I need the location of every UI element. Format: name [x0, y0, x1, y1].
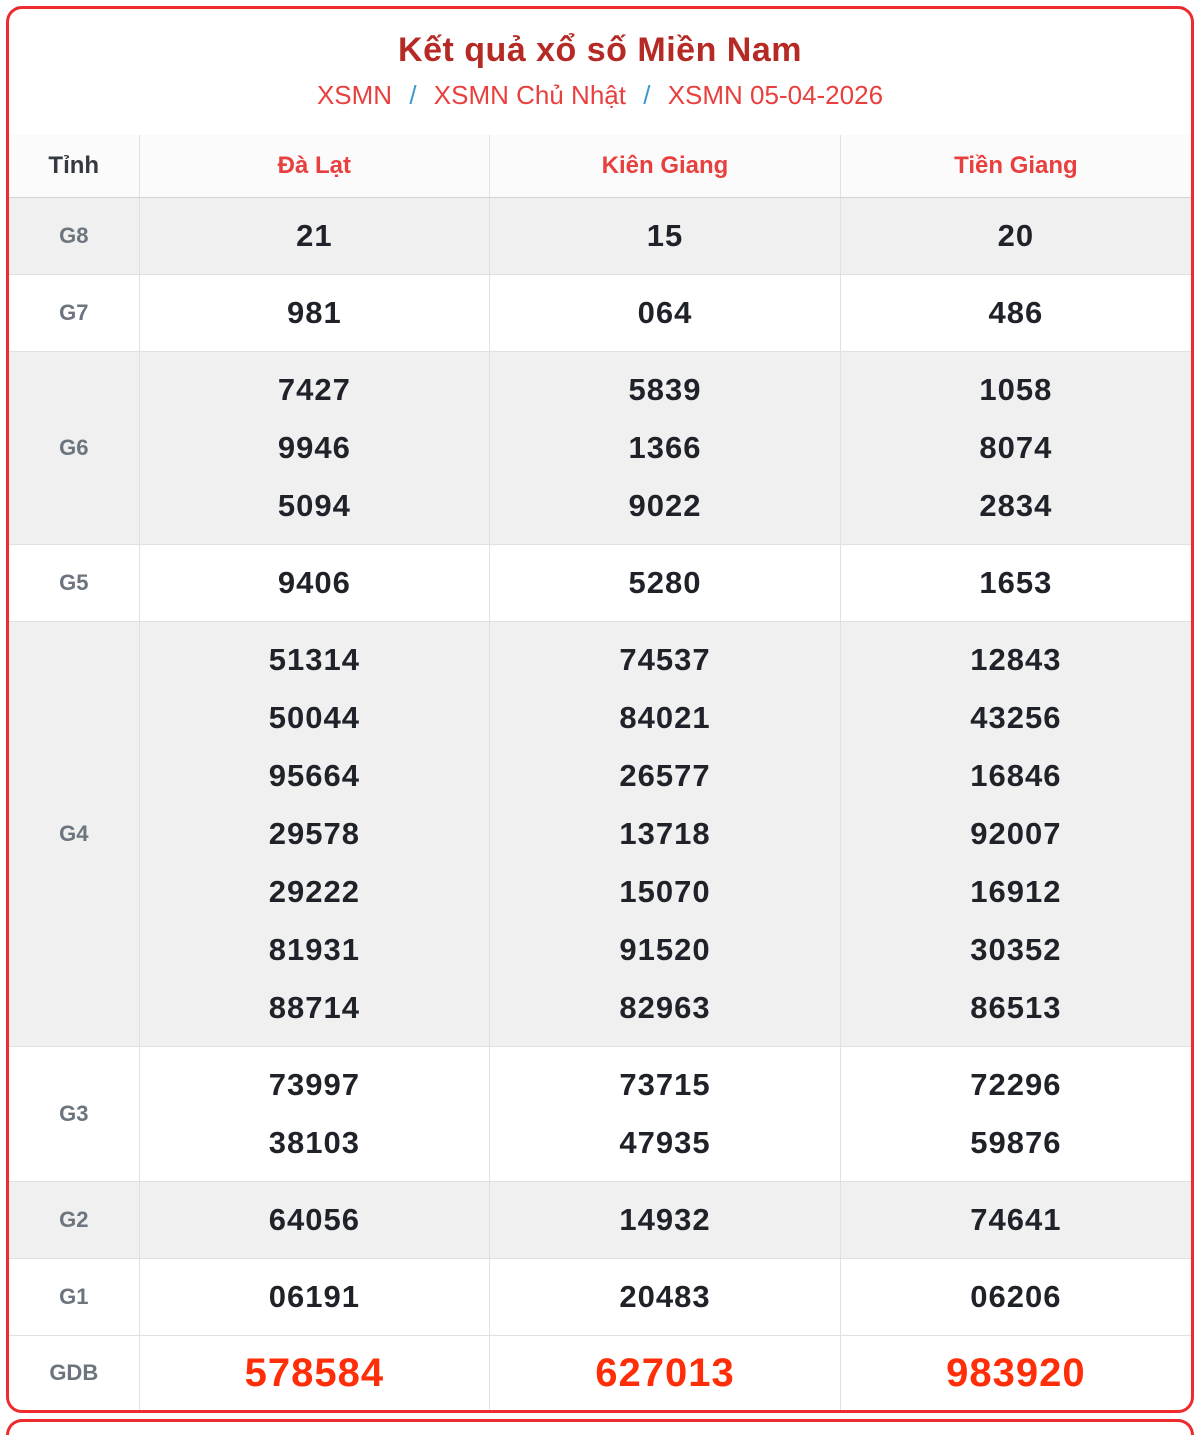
column-header-province-3: Tiền Giang: [840, 135, 1191, 198]
result-number: 9406: [277, 565, 351, 600]
prize-row-g8: [9, 198, 1191, 275]
prize-row-g3: [9, 1047, 1191, 1182]
result-number: 06191: [268, 1279, 360, 1314]
result-number: 064: [637, 295, 693, 330]
prize-row-g2: [9, 1182, 1191, 1259]
results-table: [9, 135, 1191, 1410]
result-number: 981: [286, 295, 342, 330]
prize-label-g7: G7: [59, 300, 89, 325]
result-number: 20483: [619, 1279, 711, 1314]
result-number: 74641: [970, 1202, 1062, 1237]
result-number: 627013: [595, 1351, 735, 1395]
result-cell-g5-col3: [840, 545, 1191, 622]
result-number: 9946: [277, 430, 351, 465]
result-number: 30352: [970, 932, 1062, 967]
breadcrumb-link-xsmn[interactable]: XSMN: [316, 80, 393, 110]
result-number: 1058: [979, 372, 1053, 407]
result-number: 5839: [628, 372, 702, 407]
result-number: 64056: [268, 1202, 360, 1237]
column-header-province-1: Đà Lạt: [139, 135, 490, 198]
result-cell-g1-col1: [139, 1259, 490, 1336]
result-cell-gdb-col2: [490, 1336, 841, 1411]
result-cell-g1-col3: [840, 1259, 1191, 1336]
result-number: 15: [646, 218, 684, 253]
result-number: 13718: [619, 816, 711, 851]
prize-row-gdb: [9, 1336, 1191, 1411]
result-number: 38103: [268, 1125, 360, 1160]
page-title: Kết quả xổ số Miền Nam: [398, 31, 802, 69]
prize-row-g1: [9, 1259, 1191, 1336]
prize-row-g4: [9, 622, 1191, 1047]
result-number: 29578: [268, 816, 360, 851]
prize-row-g5: [9, 545, 1191, 622]
result-number: 7427: [277, 372, 351, 407]
prize-label-g4: G4: [59, 821, 89, 846]
result-cell-g1-col2: [490, 1259, 841, 1336]
prize-row-g6: [9, 352, 1191, 545]
result-cell-g4-col3: [840, 622, 1191, 1047]
result-cell-g8-col1: [139, 198, 490, 275]
result-cell-g8-col3: [840, 198, 1191, 275]
prize-label-g1: G1: [59, 1284, 89, 1309]
result-number: 73997: [268, 1067, 360, 1102]
result-number: 43256: [970, 700, 1062, 735]
result-number: 47935: [619, 1125, 711, 1160]
header-row: [9, 135, 1191, 198]
results-table-body: [9, 198, 1191, 1411]
result-cell-g5-col2: [490, 545, 841, 622]
result-number: 82963: [619, 990, 711, 1025]
result-number: 578584: [244, 1351, 385, 1395]
result-number: 92007: [970, 816, 1062, 851]
result-cell-g4-col1: [139, 622, 490, 1047]
result-number: 16846: [970, 758, 1062, 793]
result-number: 26577: [619, 758, 711, 793]
result-number: 29222: [268, 874, 360, 909]
result-number: 5094: [277, 488, 351, 523]
result-number: 74537: [619, 642, 711, 677]
prize-label-g2: G2: [59, 1207, 89, 1232]
result-number: 73715: [619, 1067, 711, 1102]
result-number: 1366: [628, 430, 702, 465]
result-number: 86513: [970, 990, 1062, 1025]
result-cell-g4-col2: [490, 622, 841, 1047]
result-cell-gdb-col1: [139, 1336, 490, 1411]
result-number: 5280: [628, 565, 702, 600]
prize-label-g3: G3: [59, 1101, 89, 1126]
result-cell-g7-col2: [490, 275, 841, 352]
result-number: 9022: [628, 488, 702, 523]
result-cell-g3-col2: [490, 1047, 841, 1182]
result-number: 06206: [970, 1279, 1062, 1314]
prize-label-gdb: GDB: [49, 1360, 99, 1385]
result-cell-gdb-col3: [840, 1336, 1191, 1411]
result-number: 12843: [970, 642, 1062, 677]
result-cell-g8-col2: [490, 198, 841, 275]
result-number: 20: [997, 218, 1035, 253]
breadcrumb: [9, 80, 1191, 111]
result-number: 983920: [946, 1351, 1086, 1395]
lottery-result-card: [6, 6, 1194, 1413]
result-cell-g7-col1: [139, 275, 490, 352]
result-cell-g6-col1: [139, 352, 490, 545]
result-number: 50044: [268, 700, 360, 735]
result-number: 59876: [970, 1125, 1062, 1160]
prize-label-g5: G5: [59, 570, 89, 595]
column-header-prize: Tỉnh: [9, 135, 139, 198]
result-number: 72296: [970, 1067, 1062, 1102]
result-cell-g2-col1: [139, 1182, 490, 1259]
prize-row-g7: [9, 275, 1191, 352]
breadcrumb-separator: /: [643, 80, 651, 110]
result-cell-g3-col3: [840, 1047, 1191, 1182]
result-number: 2834: [979, 488, 1053, 523]
result-number: 1653: [979, 565, 1053, 600]
column-header-province-2: Kiên Giang: [490, 135, 841, 198]
result-cell-g6-col3: [840, 352, 1191, 545]
breadcrumb-separator: /: [409, 80, 417, 110]
result-cell-g3-col1: [139, 1047, 490, 1182]
results-table-head: [9, 135, 1191, 198]
result-number: 51314: [268, 642, 360, 677]
result-number: 486: [988, 295, 1044, 330]
prize-label-g8: G8: [59, 223, 89, 248]
prize-label-g6: G6: [59, 435, 89, 460]
result-number: 84021: [619, 700, 711, 735]
result-cell-g6-col2: [490, 352, 841, 545]
result-number: 14932: [619, 1202, 711, 1237]
result-number: 88714: [268, 990, 360, 1025]
result-number: 8074: [979, 430, 1053, 465]
breadcrumb-link-xsmn-weekday[interactable]: XSMN Chủ Nhật: [433, 80, 626, 110]
result-cell-g5-col1: [139, 545, 490, 622]
result-cell-g7-col3: [840, 275, 1191, 352]
result-number: 21: [296, 218, 333, 253]
result-number: 81931: [268, 932, 360, 967]
result-number: 95664: [268, 758, 360, 793]
result-number: 91520: [619, 932, 711, 967]
result-number: 15070: [619, 874, 711, 909]
result-cell-g2-col3: [840, 1182, 1191, 1259]
next-card-top-edge: [6, 1419, 1194, 1435]
breadcrumb-link-xsmn-date[interactable]: XSMN 05-04-2026: [667, 80, 884, 110]
result-cell-g2-col2: [490, 1182, 841, 1259]
result-number: 16912: [970, 874, 1062, 909]
